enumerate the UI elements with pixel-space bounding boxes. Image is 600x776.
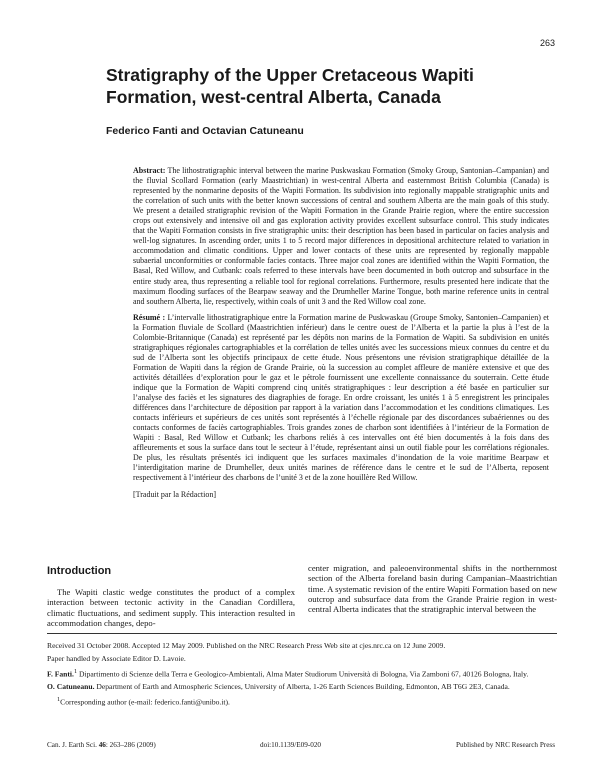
affiliation-catuneanu-name: O. Catuneanu. (47, 681, 95, 691)
translation-note: [Traduit par la Rédaction] (133, 490, 217, 500)
abstract (133, 166, 549, 307)
received-note: Received 31 October 2008. Accepted 12 May 2009. Published on the NRC Research Press Web site at cjes.nrc.ca on 12 June 2009. (47, 641, 446, 650)
affiliation-fanti-text: Dipartimento di Scienze della Terra e Geologico-Ambientali, Alma Mater Studiorum Università di Bologna, Via Zamboni 67, 40126 Bologna, Italy. (79, 669, 529, 679)
affiliation-catuneanu (47, 682, 557, 691)
author-list: Federico Fanti and Octavian Catuneanu (106, 125, 304, 137)
section-heading-introduction: Introduction (47, 565, 112, 577)
abstract-block (133, 166, 549, 501)
abstract-text: The lithostratigraphic interval between the marine Puskwaskau Formation (Smoky Group, Santonian–Campanian) and the fluvial Scollard Formation (early Maastrichtian) in west-central Alberta and easternmost British Columbia (Canada) is represented by the nonmarine deposits of the Wapiti Formation. Its subdivision into regionally mappable stratigraphic units and the correlation of such units with the better known successions of central and southern Alberta are the main goals of this study. We present a detailed stratigraphic revision of the Wapiti Formation in the Grande Prairie region, where the entire succession crops out extensively and intensive oil and gas exploration activity provides excellent subsurface control. This study indicates that the Wapiti Formation consists in five stratigraphic units: their description has been based in particular on facies analysis and well-log signatures. In ascending order, units 1 to 5 record major differences in depositional architecture related to variation in accommodation and climatic conditions. Upper and lower contacts of these units are represented by regionally mappable subaerial unconformities or conformable facies contacts. Three major coal zones are identified within the Wapiti Formation, the Basal, Red Willow, and Cutbank: coals referred to these intervals have been documented in both outcrop and subsurface in the entire study area, thus representing a reliable tool for regional correlations. Furthermore, results presented here indicate that the maximum flooding surfaces of the Bearpaw seaway and the Drumheller Marine Tongue, both marine reference units in central and southern Alberta, lie, respectively, within coals of unit 3 and the Red Willow coal zone. (133, 166, 550, 306)
affiliation-fanti (47, 667, 557, 679)
page-number: 263 (539, 38, 555, 48)
corresponding-email: Corresponding author (e-mail: federico.fanti@unibo.it). (60, 697, 230, 707)
handled-note: Paper handled by Associate Editor D. Lavoie. (47, 653, 186, 663)
resume-text: L’intervalle lithostratigraphique entre la Formation marine de Puskwaskau (Groupe Smoky, Santonien–Campanien) et la Formation fluviale de Scollard (Maastrichtien inférieur) dans le centre ouest de l’Alberta et la partie la plus à l’est de la Colombie-Britannique (Canada) est représenté par les dépôts non marins de la Formation de Wapiti. Sa subdivision en unités stratigraphiques régionales cartographiables et la corrélation de telles unités avec les successions mieux connues du centre et du sud de l’Alberta sont les objectifs principaux de cette étude. Nous présentons une révision stratigraphique détaillée de la Formation de Wapiti dans la région de Grande Prairie, où la succession au complet affleure de manière extensive et que des activités détaillées d’exploration pour le gaz et le pétrole fournissent une excellente connaissance du souterrain. Cette étude indique que la Formation de Wapiti comprend cinq unités stratigraphiques : leur description a été basée en particulier sur l’analyse des faciès et les signatures des diagraphies de forage. En ordre croissant, les unités 1 à 5 enregistrent les principales différences dans l’architecture de déposition par rapport à la variation dans l’accommodation et les conditions climatiques. Les contacts inférieurs et supérieurs de ces unités sont représentés à l’échelle régionale par des discordances subaériennes ou des contacts conformes de faciès cartographiables. Trois grandes zones de charbon sont identifiées à l’intérieur de la Formation de Wapiti : Basal, Red Willow et Cutbank; les charbons reliés à ces intervalles ont été bien documentés à la fois dans des affleurements et sous la surface dans tout le secteur à l’étude, représentant ainsi un outil fiable pour les corrélations régionales. De plus, les résultats présentés ici indiquent que les surfaces maximales d’inondation de la voie maritime Bearpaw et l’interdigitation marine de Drumheller, deux unités marines de référence dans le centre et le sud de l’Alberta, reposent respectivement à l’intérieur des charbons de l’unité 3 et de la zone houillère Red Willow. (133, 312, 549, 483)
resume (133, 313, 549, 484)
footnotes (47, 641, 557, 710)
affiliation-fanti-name: F. Fanti. (47, 669, 74, 679)
footer-journal: Can. J. Earth Sci. (47, 741, 97, 749)
body-column-right (308, 563, 557, 614)
affiliation-catuneanu-text: Department of Earth and Atmospheric Sciences, University of Alberta, 1-26 Earth Sciences Building, Edmonton, AB T6G 2E3, Canada. (96, 681, 510, 691)
body-column-left (47, 587, 295, 628)
intro-paragraph-right: center migration, and paleoenvironmental shifts in the northernmost section of the Alberta foreland basin during Campanian–Maastrichtian time. A systematic revision of the entire Wapiti Formation based on new outcrop and subsurface data from the Grande Prairie region in west-central Alberta indicates that the stratigraphic interval between the (308, 563, 557, 615)
footer-publisher: Published by NRC Research Press (455, 741, 555, 749)
paper-title: Stratigraphy of the Upper Cretaceous Wapiti Formation, west-central Alberta, Canada (106, 65, 474, 107)
footer-citation (47, 741, 156, 749)
affiliation-fanti-sup: 1 (73, 667, 78, 675)
footer-doi: doi:10.1139/E09-020 (260, 741, 322, 749)
intro-paragraph-left: The Wapiti clastic wedge constitutes the product of a complex interaction between tectonic activity in the Canadian Cordillera, climatic fluctuations, and sediment supply. This interaction resulted in accommodation changes, depo- (47, 587, 295, 628)
corresponding-author (47, 695, 557, 707)
resume-label: Résumé : (133, 312, 166, 322)
footnote-divider (47, 633, 557, 634)
abstract-label: Abstract: (133, 166, 166, 175)
corresponding-sup: 1 (57, 695, 61, 703)
footer-volume: 46 (98, 741, 106, 749)
footer-pages: : 263–286 (2009) (105, 741, 156, 749)
